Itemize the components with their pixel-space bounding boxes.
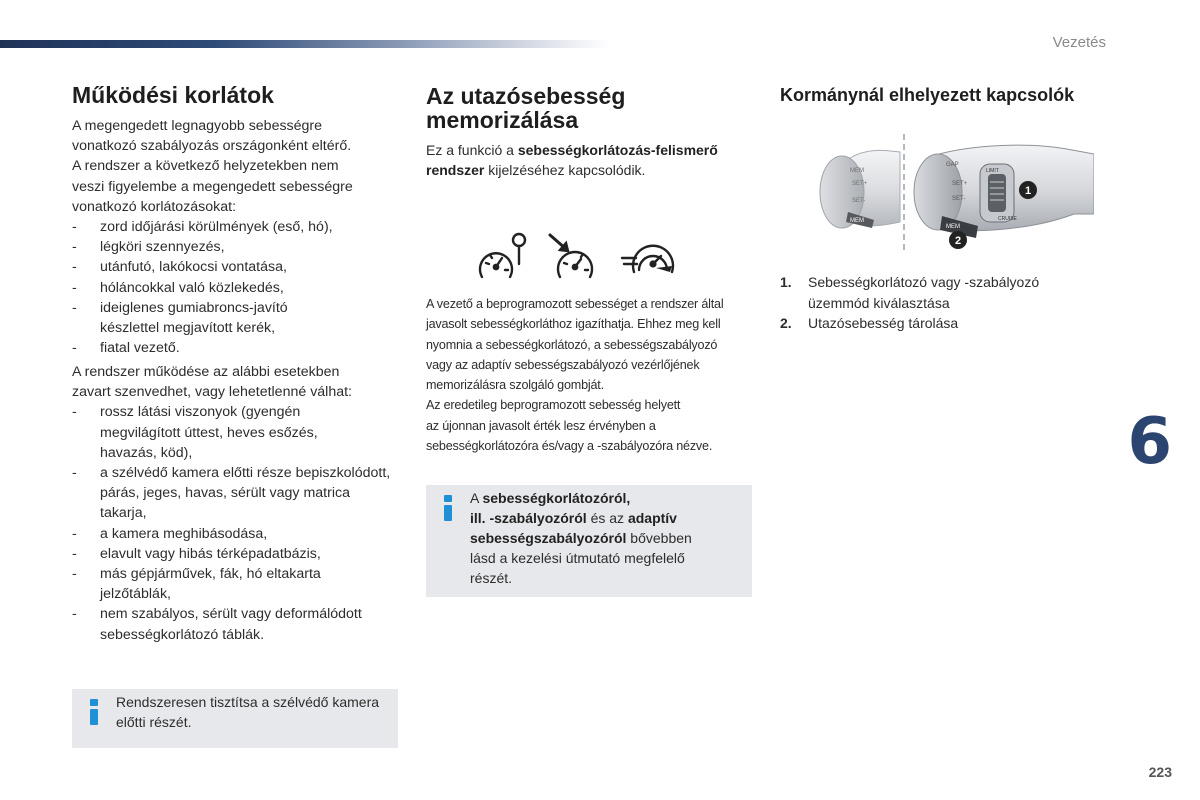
list-item: - zord időjárási körülmények (eső, hó), [72,217,402,237]
main-stalk [914,145,1094,249]
bold-run: rendszer [426,162,485,178]
info-icon [88,699,100,725]
limits-paragraph-1 [72,116,402,358]
steering-stalk-illustration [812,130,1094,254]
stalk-label: CRUISE [998,216,1017,222]
stalk-label: SET- [852,198,866,204]
heading-line: memorizálása [426,107,579,133]
info-box-see-manual [426,485,752,597]
stalk-label: MEM [946,224,960,230]
faded-stalk [820,150,900,228]
section-label: Vezetés [1052,34,1106,51]
text-line: Az eredetileg beprogramozott sebesség helyett [426,398,681,413]
heading-operating-limits: Működési korlátok [72,82,274,108]
text-line: vagy az adaptív sebességszabályozó vezérlőjének [426,357,700,372]
text-run: Ez a funkció a [426,142,518,158]
legend-text: Utazósebesség tárolása [808,315,959,331]
callout-number: 2 [954,235,962,247]
text-line: A vezető a beprogramozott sebességet a rendszer által [426,297,724,311]
text-line: javasolt sebességkorláthoz igazíthatja. Ehhez meg kell [426,317,721,332]
text-line: A rendszer a következő helyzetekben nem [72,158,339,175]
list-item: - utánfutó, lakókocsi vontatása, [72,257,402,277]
info-icon [442,495,454,521]
stalk-label: SET+ [952,181,968,187]
text-line: az újonnan javasolt érték lesz érvényben a [426,418,656,433]
list-item: - más gépjárművek, fák, hó eltakarta jelzőtáblák, [72,564,402,604]
info-text [470,488,740,588]
text-line: vonatkozó korlátozásokat: [72,198,237,215]
legend-number: 2. [780,315,792,331]
header-gradient-bar [0,40,610,48]
list-item: - légköri szennyezés, [72,237,402,257]
info-text: Rendszeresen tisztítsa a szélvédő kamera előtti részét. [116,694,380,730]
page-number: 223 [1148,764,1172,780]
text-line: A rendszer működése az alábbi esetekben [72,364,340,380]
text-run: bővebben [626,530,692,546]
list-item: - a szélvédő kamera előtti része bepiszkolódott, párás, jeges, havas, sérült vagy matrica takarja, [72,463,402,524]
bold-run: adaptív [627,510,677,526]
list-item: - ideiglenes gumiabroncs-javító készlettel megjavított kerék, [72,298,402,338]
list-item: - rossz látási viszonyok (gyengén megvilágított úttest, heves esőzés, havazás, köd), [72,402,402,463]
bold-run: sebességszabályozóról [470,530,627,546]
disturbance-conditions-list [72,402,402,644]
callout-1 [1019,181,1037,199]
heading-line: Az utazósebesség [426,83,626,109]
text-line: A megengedett legnagyobb sebességre [72,118,323,134]
speed-icons-row [472,230,682,286]
list-item: - nem szabályos, sérült vagy deformálódott sebességkorlátozó táblák. [72,604,402,644]
list-item: - a kamera meghibásodása, [72,524,402,544]
memorisation-description [426,294,756,456]
speedometer-cruise-icon [622,246,673,272]
ignored-conditions-list [72,217,402,358]
text-line: vonatkozó szabályozás országonként eltérő. [72,138,352,155]
bold-run: sebességkorlátozás-felismerő [517,142,718,158]
text-run: és az [586,510,628,526]
stalk-label: SET+ [852,181,868,187]
info-box-clean-camera [72,689,398,748]
limits-paragraph-2 [72,362,402,645]
speedometer-pin-icon [480,234,525,277]
text-line: nyomnia a sebességkorlátozó, a sebességszabályozó [426,337,718,352]
text-line: zavart szenvedhet, vagy lehetetlenné válhat: [72,384,352,401]
chapter-number: 6 [1127,405,1172,479]
stalk-label: SET- [952,196,966,202]
list-item: - hóláncokkal való közlekedés, [72,278,402,298]
heading-speed-memorisation [426,84,625,132]
text-run: részét. [470,570,513,586]
text-line: sebességkorlátozóra és/vagy a -szabályozóra nézve. [426,439,713,454]
heading-steering-switches: Kormánynál elhelyezett kapcsolók [780,85,1075,105]
speedometer-arrow-icon [550,235,592,277]
bold-run: ill. -szabályozóról [470,510,587,526]
intro-paragraph [426,140,756,180]
legend-text: Sebességkorlátozó vagy -szabályozó üzemmód kiválasztása [808,274,1040,311]
switch-legend-list [780,272,1080,334]
text-run: lásd a kezelési útmutató megfelelő [470,550,685,566]
stalk-label: GAP [946,162,959,168]
text-run: kijelzéséhez kapcsolódik. [484,162,646,178]
text-line: veszi figyelembe a megengedett sebességre [72,178,353,195]
stalk-label: LIMIT [986,168,999,174]
stalk-label: MEM [850,218,864,224]
legend-number: 1. [780,274,792,290]
list-item: - elavult vagy hibás térképadatbázis, [72,544,402,564]
legend-item [780,313,1080,334]
text-run: A [470,490,483,506]
list-item: - fiatal vezető. [72,338,402,358]
stalk-label: MEM [850,168,864,174]
callout-2 [949,231,967,249]
legend-item [780,272,1080,313]
bold-run: sebességkorlátozóról, [482,490,631,506]
callout-number: 1 [1024,185,1032,197]
text-line: memorizálásra szolgáló gombját. [426,378,604,393]
